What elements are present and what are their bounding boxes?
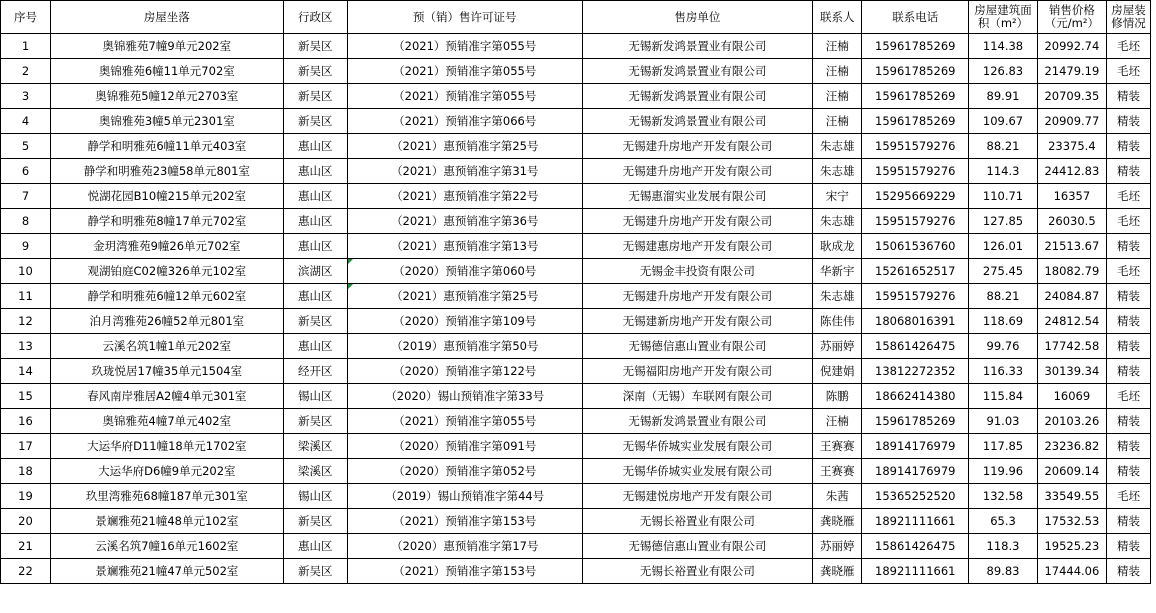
cell-price: 24084.87	[1037, 284, 1106, 309]
cell-price: 20909.77	[1037, 109, 1106, 134]
cell-fitout: 精装	[1107, 309, 1151, 334]
cell-phone: 15861426475	[862, 534, 969, 559]
header-license: 预（销）售许可证号	[347, 1, 582, 34]
cell-phone: 15861426475	[862, 334, 969, 359]
cell-phone: 18921111661	[862, 509, 969, 534]
cell-fitout: 毛坯	[1107, 184, 1151, 209]
cell-contact: 耿成龙	[813, 234, 862, 259]
cell-contact: 朱茜	[813, 484, 862, 509]
cell-seq: 7	[1, 184, 51, 209]
cell-license: （2020）预销准字第052号	[347, 459, 582, 484]
cell-phone: 18068016391	[862, 309, 969, 334]
cell-area: 117.85	[969, 434, 1037, 459]
cell-address: 静学和明雅苑6幢11单元403室	[51, 134, 284, 159]
cell-contact: 朱志雄	[813, 159, 862, 184]
cell-fitout: 精装	[1107, 234, 1151, 259]
table-row	[1, 209, 1151, 234]
cell-area: 119.96	[969, 459, 1037, 484]
cell-district: 惠山区	[283, 184, 347, 209]
header-fitout: 房屋装修情况	[1107, 1, 1151, 34]
cell-area: 275.45	[969, 259, 1037, 284]
cell-company: 无锡新发鸿景置业有限公司	[582, 84, 813, 109]
cell-fitout: 精装	[1107, 84, 1151, 109]
cell-address: 云溪名筑1幢1单元202室	[51, 334, 284, 359]
cell-district: 梁溪区	[283, 434, 347, 459]
cell-company: 无锡德信惠山置业有限公司	[582, 534, 813, 559]
cell-phone: 18914176979	[862, 459, 969, 484]
cell-price: 21479.19	[1037, 59, 1106, 84]
cell-license: （2019）惠预销准字第50号	[347, 334, 582, 359]
cell-seq: 21	[1, 534, 51, 559]
cell-license: （2019）锡山预销准字第44号	[347, 484, 582, 509]
cell-district: 惠山区	[283, 209, 347, 234]
cell-license: （2020）预销准字第122号	[347, 359, 582, 384]
cell-price: 26030.5	[1037, 209, 1106, 234]
cell-company: 深南（无锡）车联网有限公司	[582, 384, 813, 409]
cell-contact: 汪楠	[813, 409, 862, 434]
cell-company: 无锡新发鸿景置业有限公司	[582, 409, 813, 434]
cell-seq: 1	[1, 34, 51, 59]
cell-company: 无锡建升房地产开发有限公司	[582, 284, 813, 309]
cell-district: 惠山区	[283, 534, 347, 559]
cell-phone: 13812272352	[862, 359, 969, 384]
cell-license: （2020）惠预销准字第17号	[347, 534, 582, 559]
table-row	[1, 459, 1151, 484]
cell-area: 65.3	[969, 509, 1037, 534]
cell-contact: 苏丽婷	[813, 534, 862, 559]
cell-price: 23375.4	[1037, 134, 1106, 159]
cell-district: 新吴区	[283, 559, 347, 584]
cell-district: 惠山区	[283, 334, 347, 359]
cell-license: （2021）惠预销准字第25号	[347, 134, 582, 159]
cell-contact: 陈鹏	[813, 384, 862, 409]
cell-company: 无锡德信惠山置业有限公司	[582, 334, 813, 359]
table-row	[1, 184, 1151, 209]
cell-address: 大运华府D11幢18单元1702室	[51, 434, 284, 459]
cell-license: （2021）惠预销准字第25号	[347, 284, 582, 309]
cell-fitout: 毛坯	[1107, 484, 1151, 509]
cell-area: 127.85	[969, 209, 1037, 234]
cell-price: 20609.14	[1037, 459, 1106, 484]
cell-address: 玖里湾雅苑68幢187单元301室	[51, 484, 284, 509]
cell-license: （2021）预销准字第055号	[347, 34, 582, 59]
cell-area: 114.38	[969, 34, 1037, 59]
header-phone: 联系电话	[862, 1, 969, 34]
cell-license: （2021）预销准字第055号	[347, 84, 582, 109]
cell-contact: 朱志雄	[813, 209, 862, 234]
cell-company: 无锡长裕置业有限公司	[582, 509, 813, 534]
table-row	[1, 334, 1151, 359]
cell-address: 悦湖花园B10幢215单元202室	[51, 184, 284, 209]
cell-phone: 15951579276	[862, 159, 969, 184]
cell-address: 奥锦雅苑6幢11单元702室	[51, 59, 284, 84]
cell-price: 24412.83	[1037, 159, 1106, 184]
cell-fitout: 精装	[1107, 159, 1151, 184]
cell-company: 无锡建升房地产开发有限公司	[582, 159, 813, 184]
cell-district: 梁溪区	[283, 459, 347, 484]
cell-fitout: 毛坯	[1107, 59, 1151, 84]
cell-company: 无锡金丰投资有限公司	[582, 259, 813, 284]
cell-fitout: 精装	[1107, 284, 1151, 309]
cell-license: （2021）惠预销准字第13号	[347, 234, 582, 259]
cell-address: 静学和明雅苑23幢58单元801室	[51, 159, 284, 184]
table-row	[1, 59, 1151, 84]
cell-contact: 汪楠	[813, 109, 862, 134]
cell-seq: 12	[1, 309, 51, 334]
cell-address: 奥锦雅苑3幢5单元2301室	[51, 109, 284, 134]
cell-area: 91.03	[969, 409, 1037, 434]
table-row	[1, 134, 1151, 159]
cell-company: 无锡惠溜实业发展有限公司	[582, 184, 813, 209]
cell-address: 静学和明雅苑6幢12单元602室	[51, 284, 284, 309]
cell-address: 泊月湾雅苑26幢52单元801室	[51, 309, 284, 334]
cell-contact: 汪楠	[813, 59, 862, 84]
cell-district: 锡山区	[283, 384, 347, 409]
cell-seq: 18	[1, 459, 51, 484]
header-company: 售房单位	[582, 1, 813, 34]
table-row	[1, 509, 1151, 534]
cell-address: 观湖铂庭C02幢326单元102室	[51, 259, 284, 284]
cell-district: 滨湖区	[283, 259, 347, 284]
cell-seq: 17	[1, 434, 51, 459]
cell-company: 无锡华侨城实业发展有限公司	[582, 459, 813, 484]
cell-license: （2021）预销准字第153号	[347, 509, 582, 534]
cell-license: （2021）预销准字第066号	[347, 109, 582, 134]
cell-district: 惠山区	[283, 134, 347, 159]
table-row	[1, 384, 1151, 409]
cell-license: （2020）锡山预销准字第33号	[347, 384, 582, 409]
table-row	[1, 159, 1151, 184]
table-row	[1, 559, 1151, 584]
cell-seq: 19	[1, 484, 51, 509]
cell-company: 无锡新发鸿景置业有限公司	[582, 109, 813, 134]
cell-seq: 16	[1, 409, 51, 434]
cell-phone: 15261652517	[862, 259, 969, 284]
cell-contact: 朱志雄	[813, 284, 862, 309]
cell-district: 新吴区	[283, 309, 347, 334]
cell-contact: 龚晓雁	[813, 559, 862, 584]
cell-fitout: 精装	[1107, 334, 1151, 359]
cell-district: 新吴区	[283, 34, 347, 59]
cell-seq: 10	[1, 259, 51, 284]
table-body	[1, 34, 1151, 584]
cell-address: 奥锦雅苑5幢12单元2703室	[51, 84, 284, 109]
cell-price: 23236.82	[1037, 434, 1106, 459]
cell-area: 114.3	[969, 159, 1037, 184]
header-price: 销售价格（元/m²）	[1037, 1, 1106, 34]
cell-phone: 15961785269	[862, 84, 969, 109]
cell-fitout: 精装	[1107, 359, 1151, 384]
cell-area: 110.71	[969, 184, 1037, 209]
cell-district: 新吴区	[283, 59, 347, 84]
cell-company: 无锡建升房地产开发有限公司	[582, 209, 813, 234]
table-row	[1, 484, 1151, 509]
cell-company: 无锡建新房地产开发有限公司	[582, 309, 813, 334]
cell-fitout: 精装	[1107, 434, 1151, 459]
cell-area: 88.21	[969, 284, 1037, 309]
cell-price: 30139.34	[1037, 359, 1106, 384]
cell-company: 无锡建悦房地产开发有限公司	[582, 484, 813, 509]
cell-company: 无锡新发鸿景置业有限公司	[582, 34, 813, 59]
cell-area: 89.83	[969, 559, 1037, 584]
cell-fitout: 毛坯	[1107, 209, 1151, 234]
table-row	[1, 409, 1151, 434]
cell-area: 116.33	[969, 359, 1037, 384]
table-row	[1, 534, 1151, 559]
cell-contact: 龚晓雁	[813, 509, 862, 534]
cell-license: （2020）预销准字第109号	[347, 309, 582, 334]
cell-district: 锡山区	[283, 484, 347, 509]
cell-address: 金玥湾雅苑9幢26单元702室	[51, 234, 284, 259]
table-row	[1, 34, 1151, 59]
cell-contact: 王赛赛	[813, 434, 862, 459]
cell-contact: 宋宁	[813, 184, 862, 209]
cell-seq: 2	[1, 59, 51, 84]
cell-phone: 15951579276	[862, 284, 969, 309]
cell-price: 20709.35	[1037, 84, 1106, 109]
cell-address: 春风南岸雅居A2幢4单元301室	[51, 384, 284, 409]
cell-phone: 15951579276	[862, 209, 969, 234]
cell-phone: 15951579276	[862, 134, 969, 159]
cell-contact: 汪楠	[813, 34, 862, 59]
cell-fitout: 精装	[1107, 109, 1151, 134]
cell-district: 惠山区	[283, 234, 347, 259]
cell-price: 16069	[1037, 384, 1106, 409]
cell-address: 奥锦雅苑7幢9单元202室	[51, 34, 284, 59]
cell-license: （2020）预销准字第091号	[347, 434, 582, 459]
cell-area: 126.83	[969, 59, 1037, 84]
table-row	[1, 434, 1151, 459]
header-row	[1, 1, 1151, 34]
cell-license: （2021）预销准字第055号	[347, 59, 582, 84]
cell-phone: 18662414380	[862, 384, 969, 409]
cell-contact: 陈佳伟	[813, 309, 862, 334]
cell-seq: 4	[1, 109, 51, 134]
cell-address: 大运华府D6幢9单元202室	[51, 459, 284, 484]
cell-fitout: 精装	[1107, 134, 1151, 159]
cell-phone: 15961785269	[862, 409, 969, 434]
cell-license: （2020）预销准字第060号	[347, 259, 582, 284]
cell-seq: 5	[1, 134, 51, 159]
table-row	[1, 234, 1151, 259]
cell-license: （2021）惠预销准字第31号	[347, 159, 582, 184]
cell-phone: 15365252520	[862, 484, 969, 509]
cell-district: 惠山区	[283, 159, 347, 184]
cell-seq: 15	[1, 384, 51, 409]
cell-seq: 11	[1, 284, 51, 309]
cell-seq: 9	[1, 234, 51, 259]
cell-phone: 15961785269	[862, 109, 969, 134]
cell-company: 无锡长裕置业有限公司	[582, 559, 813, 584]
cell-district: 新吴区	[283, 409, 347, 434]
cell-area: 88.21	[969, 134, 1037, 159]
cell-price: 17444.06	[1037, 559, 1106, 584]
cell-seq: 6	[1, 159, 51, 184]
cell-fitout: 精装	[1107, 459, 1151, 484]
cell-seq: 13	[1, 334, 51, 359]
cell-seq: 3	[1, 84, 51, 109]
cell-fitout: 精装	[1107, 509, 1151, 534]
cell-area: 126.01	[969, 234, 1037, 259]
cell-contact: 汪楠	[813, 84, 862, 109]
cell-price: 16357	[1037, 184, 1106, 209]
cell-area: 115.84	[969, 384, 1037, 409]
cell-company: 无锡新发鸿景置业有限公司	[582, 59, 813, 84]
cell-contact: 苏丽婷	[813, 334, 862, 359]
cell-address: 景斓雅苑21幢47单元502室	[51, 559, 284, 584]
cell-address: 静学和明雅苑8幢17单元702室	[51, 209, 284, 234]
cell-address: 奥锦雅苑4幢7单元402室	[51, 409, 284, 434]
table-row	[1, 109, 1151, 134]
cell-price: 19525.23	[1037, 534, 1106, 559]
table-row	[1, 309, 1151, 334]
cell-contact: 倪建娟	[813, 359, 862, 384]
cell-area: 132.58	[969, 484, 1037, 509]
header-seq: 序号	[1, 1, 51, 34]
cell-phone: 18921111661	[862, 559, 969, 584]
cell-phone: 15961785269	[862, 59, 969, 84]
cell-district: 新吴区	[283, 84, 347, 109]
cell-district: 新吴区	[283, 109, 347, 134]
cell-price: 17742.58	[1037, 334, 1106, 359]
cell-fitout: 毛坯	[1107, 34, 1151, 59]
cell-fitout: 毛坯	[1107, 384, 1151, 409]
cell-price: 20103.26	[1037, 409, 1106, 434]
cell-contact: 朱志雄	[813, 134, 862, 159]
cell-phone: 18914176979	[862, 434, 969, 459]
cell-license: （2021）预销准字第055号	[347, 409, 582, 434]
table-row	[1, 284, 1151, 309]
cell-price: 20992.74	[1037, 34, 1106, 59]
cell-license: （2021）惠预销准字第22号	[347, 184, 582, 209]
header-area: 房屋建筑面积（m²）	[969, 1, 1037, 34]
cell-contact: 王赛赛	[813, 459, 862, 484]
cell-phone: 15295669229	[862, 184, 969, 209]
header-contact: 联系人	[813, 1, 862, 34]
cell-area: 89.91	[969, 84, 1037, 109]
header-address: 房屋坐落	[51, 1, 284, 34]
cell-price: 17532.53	[1037, 509, 1106, 534]
cell-district: 惠山区	[283, 284, 347, 309]
cell-fitout: 精装	[1107, 534, 1151, 559]
cell-seq: 20	[1, 509, 51, 534]
table-row	[1, 359, 1151, 384]
cell-price: 24812.54	[1037, 309, 1106, 334]
cell-license: （2021）惠预销准字第36号	[347, 209, 582, 234]
cell-seq: 22	[1, 559, 51, 584]
cell-area: 109.67	[969, 109, 1037, 134]
cell-price: 18082.79	[1037, 259, 1106, 284]
cell-area: 99.76	[969, 334, 1037, 359]
cell-district: 新吴区	[283, 509, 347, 534]
cell-address: 玖珑悦居17幢35单元1504室	[51, 359, 284, 384]
cell-company: 无锡建惠房地产开发有限公司	[582, 234, 813, 259]
cell-fitout: 精装	[1107, 409, 1151, 434]
cell-fitout: 精装	[1107, 559, 1151, 584]
cell-contact: 华新宇	[813, 259, 862, 284]
cell-seq: 14	[1, 359, 51, 384]
cell-price: 21513.67	[1037, 234, 1106, 259]
cell-address: 景斓雅苑21幢48单元102室	[51, 509, 284, 534]
cell-company: 无锡福阳房地产开发有限公司	[582, 359, 813, 384]
cell-seq: 8	[1, 209, 51, 234]
cell-phone: 15961785269	[862, 34, 969, 59]
table-row	[1, 84, 1151, 109]
cell-fitout: 毛坯	[1107, 259, 1151, 284]
cell-price: 33549.55	[1037, 484, 1106, 509]
cell-phone: 15061536760	[862, 234, 969, 259]
cell-area: 118.69	[969, 309, 1037, 334]
cell-company: 无锡建升房地产开发有限公司	[582, 134, 813, 159]
cell-license: （2021）预销准字第153号	[347, 559, 582, 584]
cell-area: 118.3	[969, 534, 1037, 559]
cell-district: 经开区	[283, 359, 347, 384]
cell-address: 云溪名筑7幢16单元1602室	[51, 534, 284, 559]
header-district: 行政区	[283, 1, 347, 34]
table-row	[1, 259, 1151, 284]
cell-company: 无锡华侨城实业发展有限公司	[582, 434, 813, 459]
